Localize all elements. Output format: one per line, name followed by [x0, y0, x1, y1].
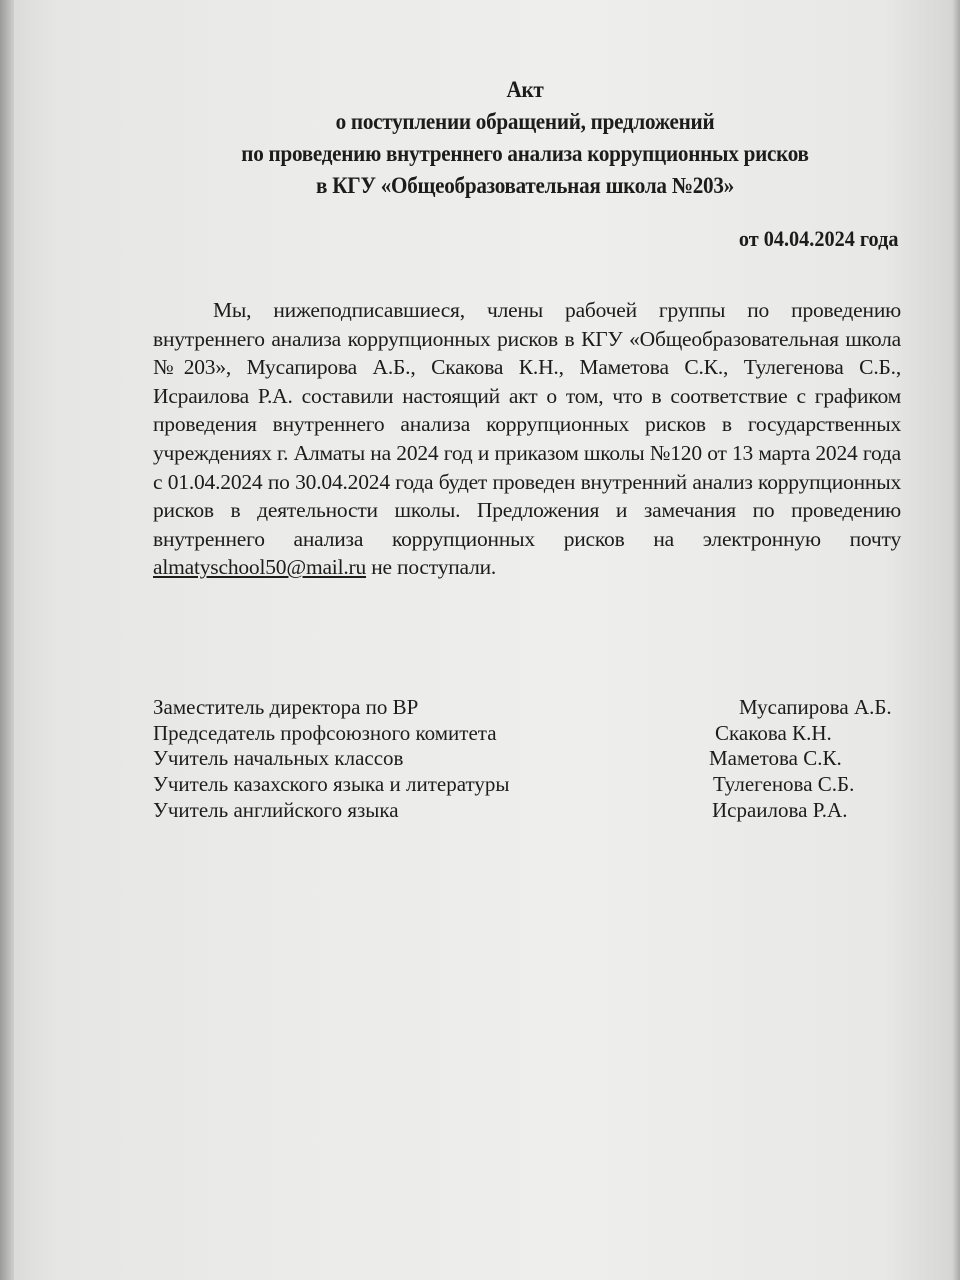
signatory-role: Учитель английского языка — [153, 798, 399, 822]
document-title: Акт — [506, 77, 544, 102]
document-subtitle-line-3: в КГУ «Общеобразовательная школа №203» — [316, 173, 734, 198]
paper-shadow-left — [0, 0, 14, 1280]
body-paragraph — [153, 296, 901, 582]
signatory-name: Тулегенова С.Б. — [713, 772, 855, 796]
paper-shadow-right — [952, 0, 960, 1280]
email-link[interactable]: almatyschool50@mail.ru — [153, 555, 367, 580]
signatory-role: Заместитель директора по ВР — [153, 695, 419, 719]
signatory-name: Скакова К.Н. — [715, 721, 832, 745]
signatory-row — [153, 745, 913, 772]
signatory-role: Учитель начальных классов — [153, 746, 404, 770]
signatory-row — [153, 720, 913, 747]
document-date: от 04.04.2024 года — [738, 226, 898, 251]
signatory-name: Мусапирова А.Б. — [739, 695, 892, 719]
signatory-role: Учитель казахского языка и литературы — [153, 772, 510, 796]
signatory-row — [153, 771, 913, 798]
document-body — [153, 296, 901, 582]
body-text-end: не поступали. — [366, 555, 497, 580]
signatory-name: Маметова С.К. — [709, 746, 842, 770]
signatory-row — [153, 694, 913, 721]
signatory-role: Председатель профсоюзного комитета — [153, 721, 497, 745]
signatory-row — [153, 797, 913, 824]
document-subtitle-line-1: о поступлении обращений, предложений — [335, 109, 715, 134]
signatory-name: Исраилова Р.А. — [712, 798, 848, 822]
document-subtitle-line-2: по проведению внутреннего анализа коррупционных рисков — [241, 141, 809, 166]
body-text-main: Мы, нижеподписавшиеся, члены рабочей группы по проведению внутреннего анализа коррупционных рисков в КГУ «Общеобразовательная школа №203», Мусапирова А.Б., Скакова К.Н., Маметова С.К., Тулегенова С.Б., Исраилова Р.А. составили настоящий акт о том, что в соответствие с графиком проведения внутреннего анализа коррупционных рисков в государственных учреждениях г. Алматы на 2024 год и приказом школы №120 от 13 марта 2024 года с 01.04.2024 по 30.04.2024 года будет проведен внутренний анализ коррупционных рисков в деятельности школы. Предложения и замечания по проведению внутреннего анализа коррупционных рисков на электронную почту — [153, 298, 901, 551]
